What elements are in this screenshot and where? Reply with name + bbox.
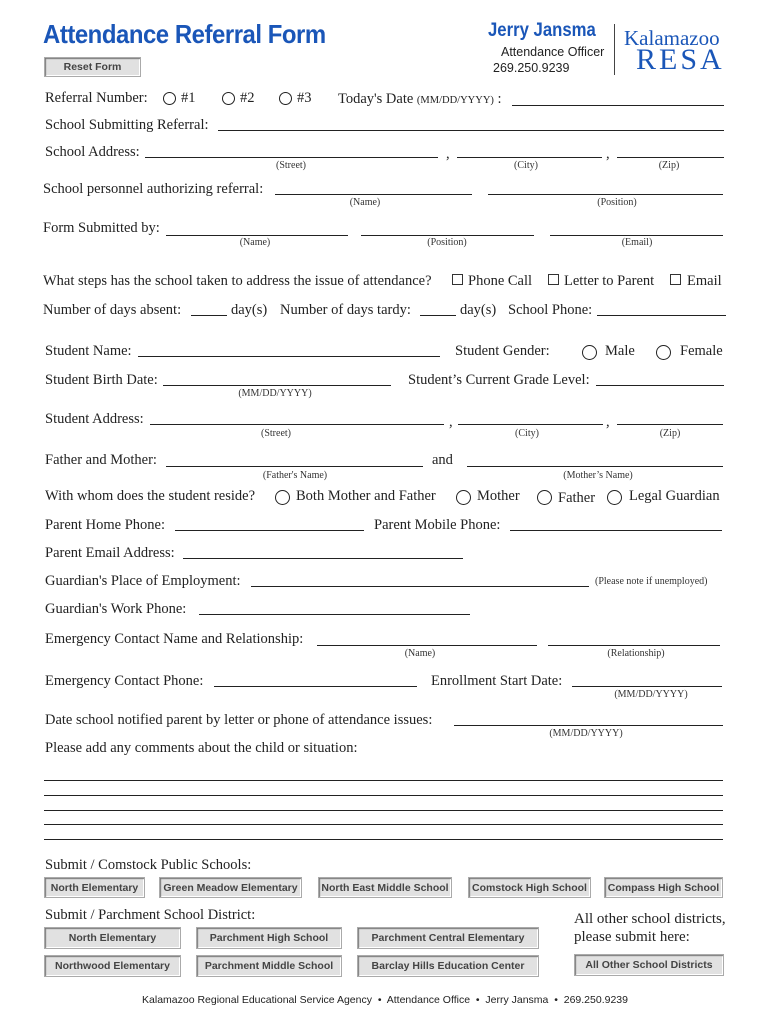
logo-resa: RESA xyxy=(636,43,725,76)
referral-option-1: #1 xyxy=(181,90,196,106)
enrollment-date-caption: (MM/DD/YYYY) xyxy=(614,689,688,700)
student-zip-caption: (Zip) xyxy=(659,428,681,439)
emergency-relationship-caption: (Relationship) xyxy=(607,648,665,659)
comments-line-5[interactable] xyxy=(44,839,723,840)
reside-guardian-radio[interactable] xyxy=(607,490,622,505)
personnel-label: School personnel authorizing referral: xyxy=(43,181,264,197)
unemployed-note: (Please note if unemployed) xyxy=(595,576,708,587)
guardian-work-phone-label: Guardian's Work Phone: xyxy=(45,601,187,617)
submit-parchment-middle-school[interactable]: Parchment Middle School xyxy=(196,955,342,977)
personnel-position-caption: (Position) xyxy=(597,197,637,208)
todays-date-label: Today's Date (MM/DD/YYYY) : xyxy=(338,91,502,107)
submit-compass-high-school[interactable]: Compass High School xyxy=(604,877,723,898)
contact-phone: 269.250.9239 xyxy=(493,61,570,75)
referral-number-label: Referral Number: xyxy=(45,90,148,106)
notified-date-field[interactable] xyxy=(454,725,723,726)
days-tardy-unit: day(s) xyxy=(460,302,497,318)
school-zip-field[interactable] xyxy=(617,157,724,158)
parent-mobile-phone-label: Parent Mobile Phone: xyxy=(374,517,501,533)
phone-call-checkbox[interactable] xyxy=(452,274,463,285)
days-absent-unit: day(s) xyxy=(231,302,268,318)
other-districts-label-1: All other school districts, xyxy=(574,911,726,927)
submit-comstock-north-east-middle[interactable]: North East Middle School xyxy=(318,877,452,898)
comments-line-2[interactable] xyxy=(44,795,723,796)
days-tardy-label: Number of days tardy: xyxy=(280,302,411,318)
submitted-email-field[interactable] xyxy=(550,235,723,236)
notified-date-caption: (MM/DD/YYYY) xyxy=(549,728,623,739)
student-address-label: Student Address: xyxy=(45,411,144,427)
school-submitting-label: School Submitting Referral: xyxy=(45,117,209,133)
comments-line-1[interactable] xyxy=(44,780,723,781)
parents-and: and xyxy=(432,452,453,468)
days-tardy-field[interactable] xyxy=(420,315,456,316)
submit-parchment-high-school[interactable]: Parchment High School xyxy=(196,927,342,949)
todays-date-field[interactable] xyxy=(512,105,724,106)
parent-home-phone-field[interactable] xyxy=(175,530,364,531)
email-label: Email xyxy=(687,273,722,289)
submit-barclay-hills[interactable]: Barclay Hills Education Center xyxy=(357,955,539,977)
reside-both-label: Both Mother and Father xyxy=(296,488,436,504)
submitted-name-field[interactable] xyxy=(166,235,348,236)
comstock-submit-label: Submit / Comstock Public Schools: xyxy=(45,857,252,873)
reside-father-label: Father xyxy=(558,490,596,506)
contact-role: Attendance Officer xyxy=(501,45,605,59)
gender-male-radio[interactable] xyxy=(582,345,597,360)
steps-question: What steps has the school taken to address the issue of attendance? xyxy=(43,273,432,289)
footer-text: Kalamazoo Regional Educational Service Agency • Attendance Office • Jerry Jansma • 269.250.9239 xyxy=(142,994,628,1006)
header-divider xyxy=(614,24,615,75)
personnel-name-field[interactable] xyxy=(275,194,472,195)
phone-call-label: Phone Call xyxy=(468,273,533,289)
father-name-field[interactable] xyxy=(166,466,423,467)
student-city-caption: (City) xyxy=(515,428,539,439)
personnel-position-field[interactable] xyxy=(488,194,723,195)
parent-email-field[interactable] xyxy=(183,558,463,559)
grade-level-label: Student’s Current Grade Level: xyxy=(408,372,590,388)
gender-female-radio[interactable] xyxy=(656,345,671,360)
student-city-field[interactable] xyxy=(458,424,603,425)
reside-mother-label: Mother xyxy=(477,488,520,504)
emergency-contact-label: Emergency Contact Name and Relationship: xyxy=(45,631,304,647)
referral-option-2: #2 xyxy=(240,90,255,106)
referral-radio-3[interactable] xyxy=(279,92,292,105)
submit-comstock-north-elementary[interactable]: North Elementary xyxy=(44,877,145,898)
submitted-name-caption: (Name) xyxy=(239,237,271,248)
days-absent-label: Number of days absent: xyxy=(43,302,182,318)
emergency-phone-label: Emergency Contact Phone: xyxy=(45,673,204,689)
submit-parchment-central-elementary[interactable]: Parchment Central Elementary xyxy=(357,927,539,949)
referral-option-3: #3 xyxy=(297,90,312,106)
submit-comstock-green-meadow[interactable]: Green Meadow Elementary xyxy=(159,877,302,898)
school-submitting-field[interactable] xyxy=(218,130,724,131)
guardian-work-phone-field[interactable] xyxy=(199,614,470,615)
parent-mobile-phone-field[interactable] xyxy=(510,530,722,531)
parent-email-label: Parent Email Address: xyxy=(45,545,175,561)
school-address-label: School Address: xyxy=(45,144,140,160)
guardian-employment-field[interactable] xyxy=(251,586,589,587)
emergency-phone-field[interactable] xyxy=(214,686,417,687)
logo-kalamazoo: Kalamazoo xyxy=(624,26,720,50)
letter-to-parent-label: Letter to Parent xyxy=(564,273,655,289)
letter-to-parent-checkbox[interactable] xyxy=(548,274,559,285)
comments-line-3[interactable] xyxy=(44,810,723,811)
school-phone-field[interactable] xyxy=(597,315,726,316)
notified-date-label: Date school notified parent by letter or phone of attendance issues: xyxy=(45,712,433,728)
submit-all-other-districts[interactable]: All Other School Districts xyxy=(574,954,724,976)
student-name-label: Student Name: xyxy=(45,343,132,359)
school-zip-caption: (Zip) xyxy=(658,160,680,171)
submit-comstock-high-school[interactable]: Comstock High School xyxy=(468,877,591,898)
gender-male-label: Male xyxy=(605,343,635,359)
emergency-relationship-field[interactable] xyxy=(548,645,720,646)
parchment-submit-label: Submit / Parchment School District: xyxy=(45,907,256,923)
other-districts-label-2: please submit here: xyxy=(574,929,690,945)
reside-both-radio[interactable] xyxy=(275,490,290,505)
reside-father-radio[interactable] xyxy=(537,490,552,505)
comments-label: Please add any comments about the child or situation: xyxy=(45,740,358,756)
submitted-by-label: Form Submitted by: xyxy=(43,220,160,236)
guardian-employment-label: Guardian's Place of Employment: xyxy=(45,573,241,589)
contact-name: Jerry Jansma xyxy=(488,20,596,41)
personnel-name-caption: (Name) xyxy=(349,197,381,208)
submit-parchment-north-elementary[interactable]: North Elementary xyxy=(44,927,181,949)
mother-name-caption: (Mother’s Name) xyxy=(563,470,633,481)
reside-guardian-label: Legal Guardian xyxy=(629,488,720,504)
emergency-name-field[interactable] xyxy=(317,645,537,646)
student-zip-field[interactable] xyxy=(617,424,723,425)
school-street-caption: (Street) xyxy=(276,160,306,171)
enrollment-date-field[interactable] xyxy=(572,686,722,687)
birth-date-field[interactable] xyxy=(163,385,391,386)
birth-date-caption: (MM/DD/YYYY) xyxy=(238,388,312,399)
grade-level-field[interactable] xyxy=(596,385,724,386)
reside-question: With whom does the student reside? xyxy=(45,488,256,504)
parent-home-phone-label: Parent Home Phone: xyxy=(45,517,166,533)
submit-parchment-northwood-elementary[interactable]: Northwood Elementary xyxy=(44,955,181,977)
form-title: Attendance Referral Form xyxy=(43,19,326,49)
days-absent-field[interactable] xyxy=(191,315,227,316)
school-phone-label: School Phone: xyxy=(508,302,593,318)
comments-line-4[interactable] xyxy=(44,824,723,825)
student-street-caption: (Street) xyxy=(261,428,291,439)
emergency-name-caption: (Name) xyxy=(404,648,436,659)
student-gender-label: Student Gender: xyxy=(455,343,550,359)
student-name-field[interactable] xyxy=(138,356,440,357)
gender-female-label: Female xyxy=(680,343,723,359)
enrollment-date-label: Enrollment Start Date: xyxy=(431,673,563,689)
submitted-position-field[interactable] xyxy=(361,235,534,236)
submitted-email-caption: (Email) xyxy=(621,237,653,248)
submitted-position-caption: (Position) xyxy=(427,237,467,248)
reside-mother-radio[interactable] xyxy=(456,490,471,505)
email-checkbox[interactable] xyxy=(670,274,681,285)
reset-form-button[interactable]: Reset Form xyxy=(44,57,141,77)
school-street-field[interactable] xyxy=(145,157,438,158)
school-city-field[interactable] xyxy=(457,157,602,158)
referral-radio-2[interactable] xyxy=(222,92,235,105)
parents-label: Father and Mother: xyxy=(45,452,157,468)
father-name-caption: (Father's Name) xyxy=(262,470,328,481)
referral-radio-1[interactable] xyxy=(163,92,176,105)
mother-name-field[interactable] xyxy=(467,466,723,467)
student-street-field[interactable] xyxy=(150,424,444,425)
school-city-caption: (City) xyxy=(514,160,538,171)
birth-date-label: Student Birth Date: xyxy=(45,372,158,388)
